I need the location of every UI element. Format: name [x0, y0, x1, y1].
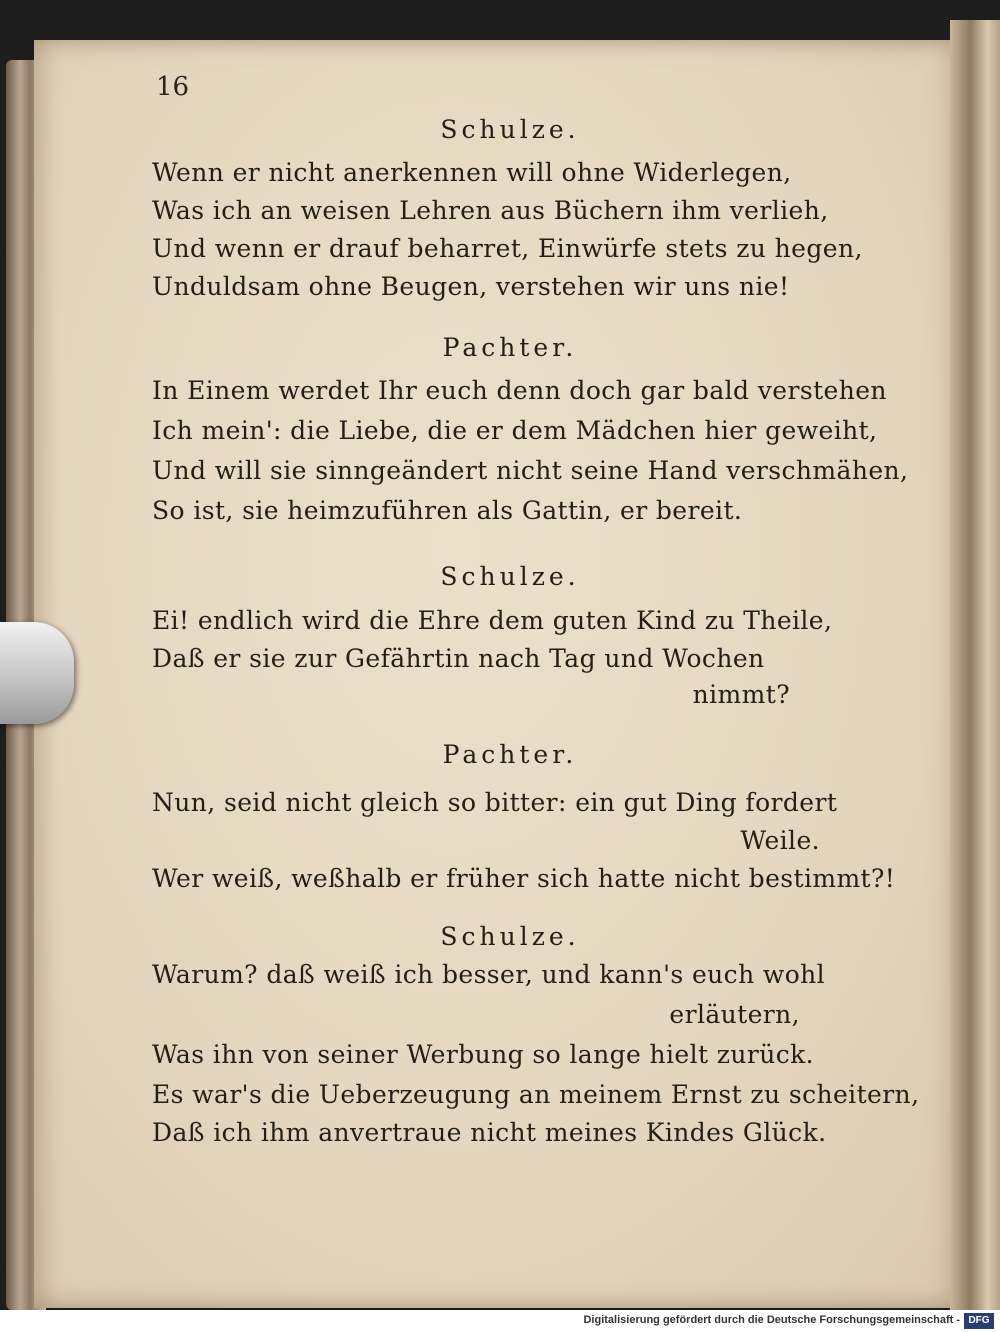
- verse-line: Wer weiß, weßhalb er früher sich hatte nicht bestimmt?!: [152, 864, 896, 893]
- verse-line: Daß er sie zur Gefährtin nach Tag und Wochen: [152, 644, 765, 673]
- verse-line: Daß ich ihm anvertraue nicht meines Kindes Glück.: [152, 1118, 827, 1147]
- speaker-heading: Pachter.: [442, 333, 578, 362]
- verse-line: Ich mein': die Liebe, die er dem Mädchen hier geweiht,: [152, 416, 878, 445]
- speaker-heading: Pachter.: [442, 740, 578, 769]
- page-clip: [0, 622, 74, 724]
- speaker-heading: Schulze.: [440, 115, 580, 144]
- dfg-logo[interactable]: DFG: [964, 1313, 994, 1329]
- page-number: 16: [156, 72, 190, 102]
- verse-line: Warum? daß weiß ich besser, und kann's euch wohl: [152, 960, 826, 989]
- verse-line: Und will sie sinngeändert nicht seine Hand verschmähen,: [152, 456, 909, 485]
- speaker-heading: Schulze.: [440, 922, 580, 951]
- verse-line: Ei! endlich wird die Ehre dem guten Kind zu Theile,: [152, 606, 833, 635]
- verse-line: Unduldsam ohne Beugen, verstehen wir uns nie!: [152, 272, 790, 301]
- book-gutter: [950, 20, 1000, 1310]
- verse-line: Was ich an weisen Lehren aus Büchern ihm verlieh,: [152, 196, 829, 225]
- verse-line-continuation: erläutern,: [669, 1000, 800, 1029]
- verse-line: So ist, sie heimzuführen als Gattin, er bereit.: [152, 496, 743, 525]
- footer-credit: Digitalisierung gefördert durch die Deutsche Forschungsgemeinschaft -: [583, 1314, 960, 1326]
- verse-line: Es war's die Ueberzeugung an meinem Ernst zu scheitern,: [152, 1080, 920, 1109]
- verse-line: Was ihn von seiner Werbung so lange hielt zurück.: [152, 1040, 815, 1069]
- verse-line-continuation: nimmt?: [692, 680, 790, 709]
- verse-line: Und wenn er drauf beharret, Einwürfe stets zu hegen,: [152, 234, 863, 263]
- verse-line: Nun, seid nicht gleich so bitter: ein gut Ding fordert: [152, 788, 838, 817]
- speaker-heading: Schulze.: [440, 562, 580, 591]
- verse-line: In Einem werdet Ihr euch denn doch gar bald verstehen: [152, 376, 887, 405]
- verse-line-continuation: Weile.: [740, 826, 820, 855]
- footer-bar: [0, 1310, 1000, 1332]
- verse-line: Wenn er nicht anerkennen will ohne Widerlegen,: [152, 158, 792, 187]
